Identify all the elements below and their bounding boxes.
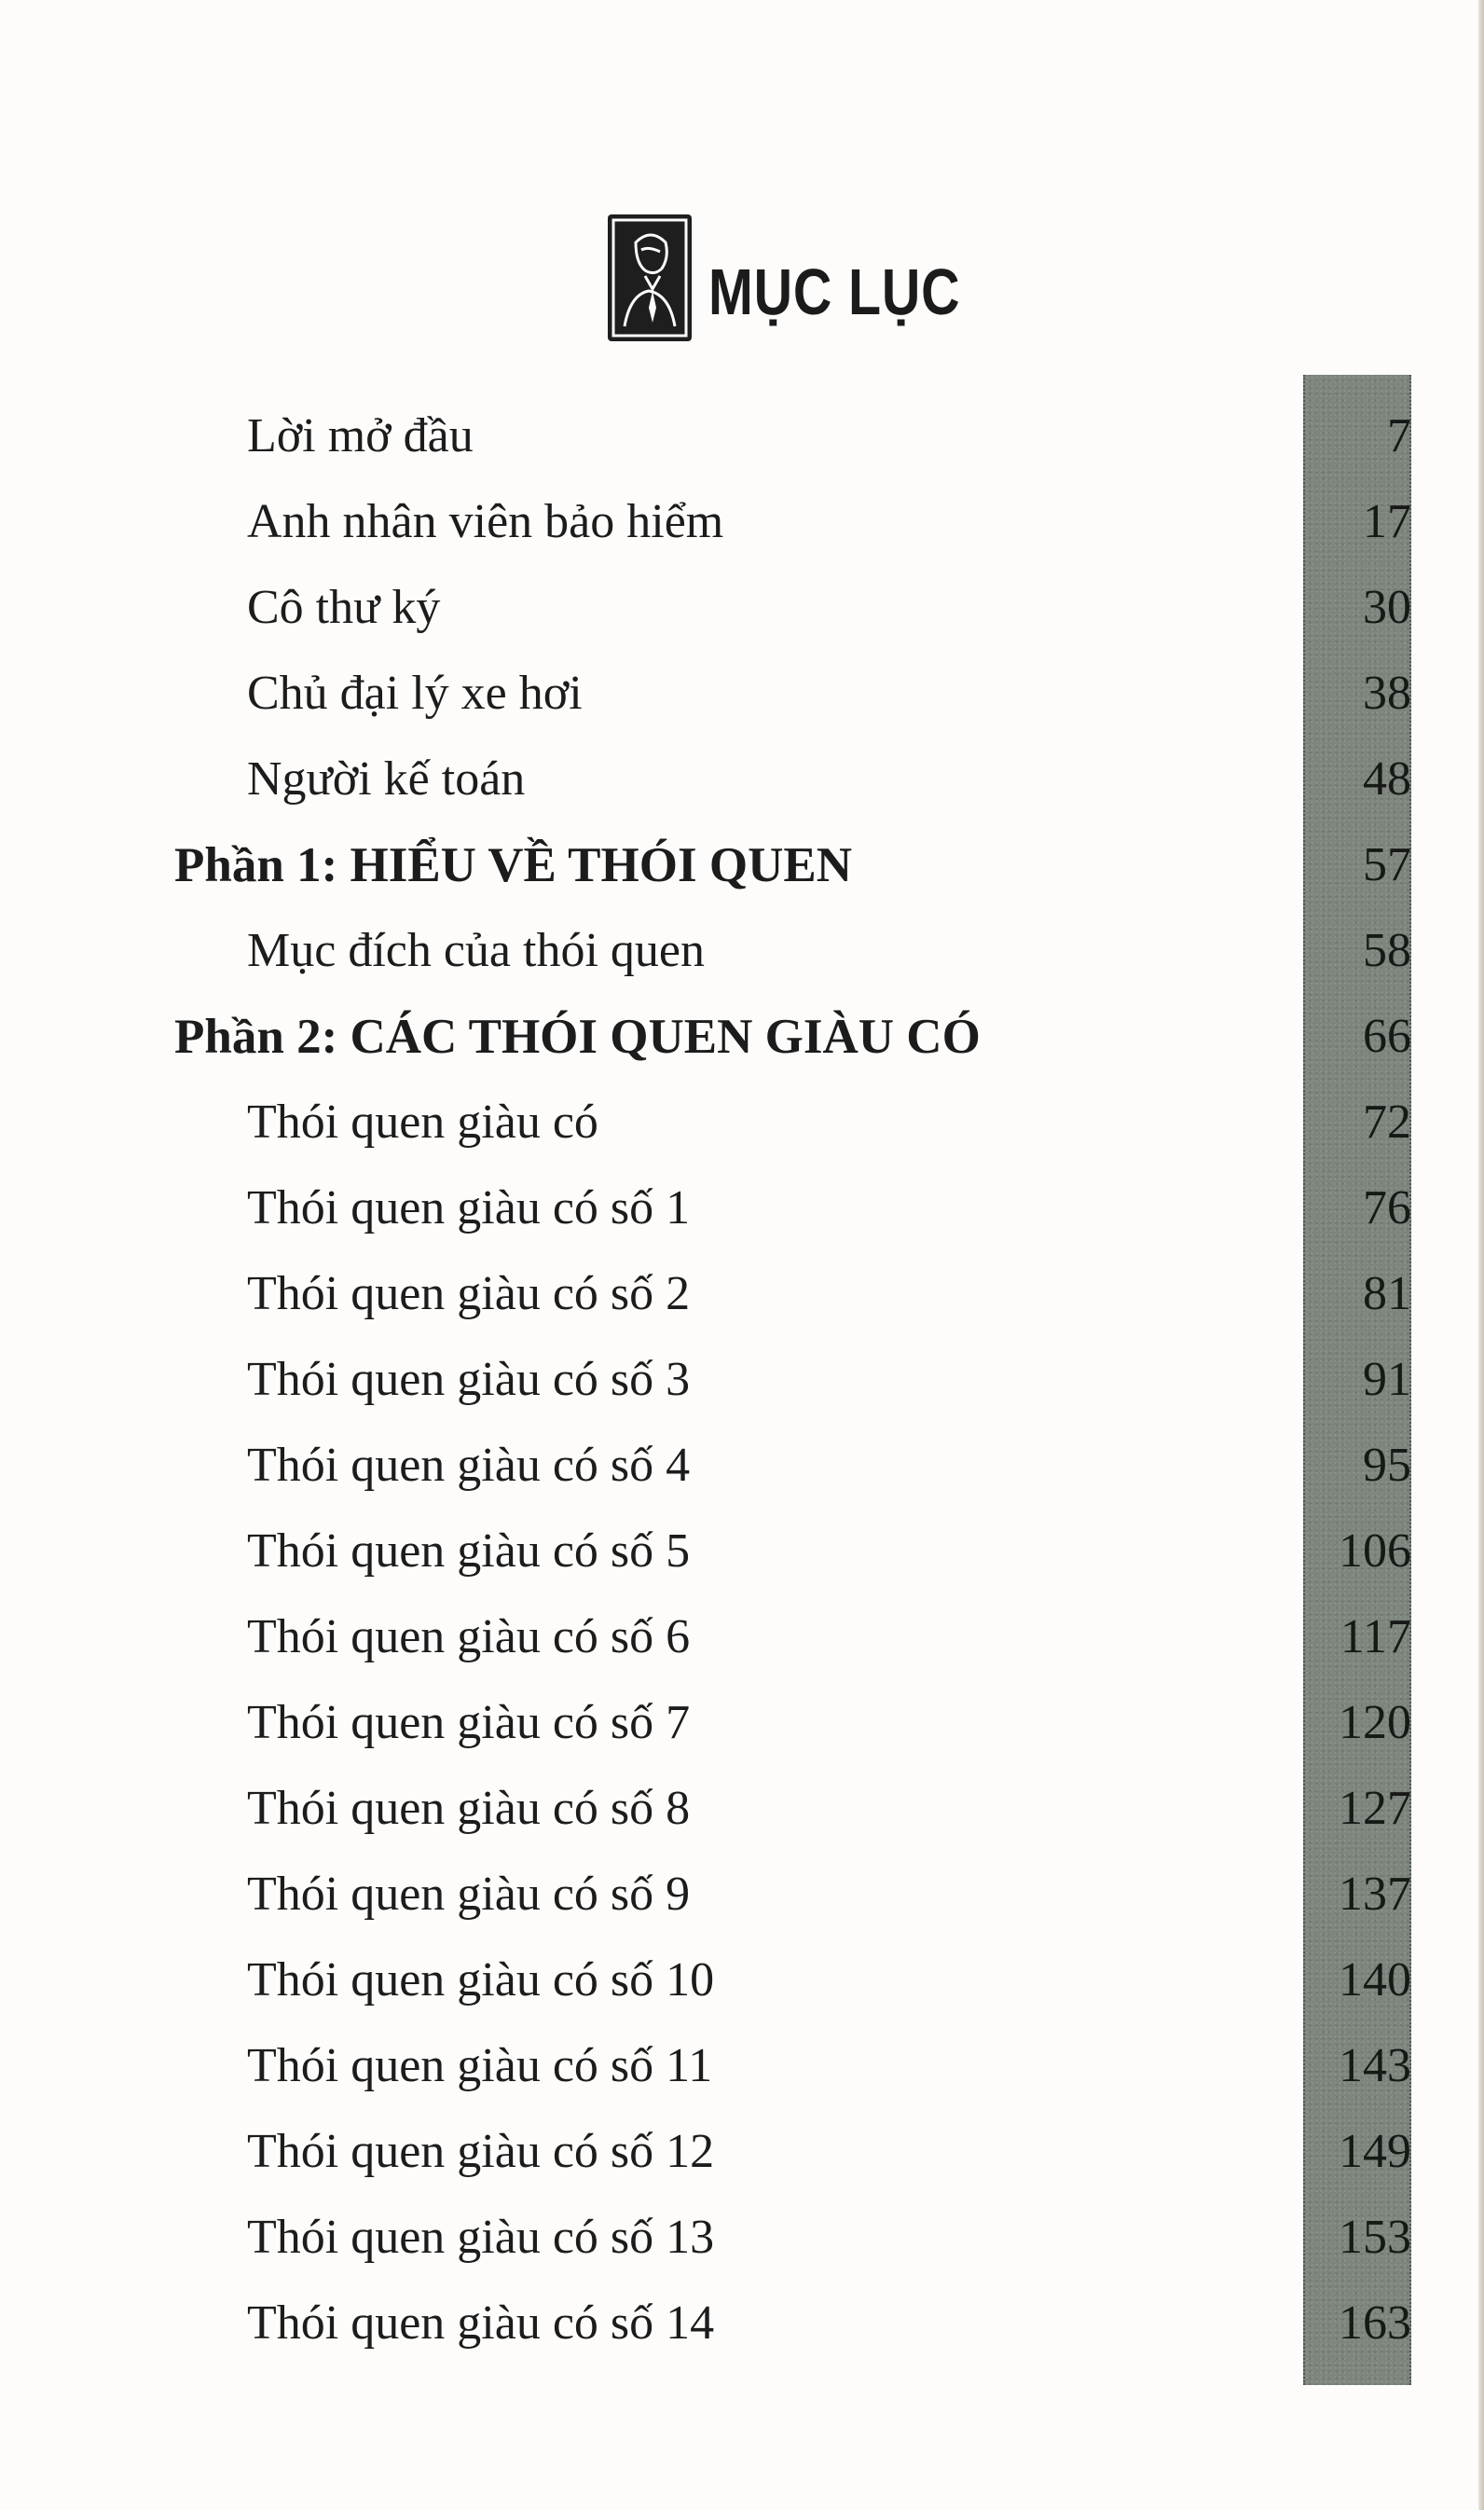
- toc-entry[interactable]: [0, 1852, 1484, 1938]
- toc-entry-label: Thói quen giàu có số 14: [247, 2296, 715, 2350]
- toc-entry[interactable]: [0, 737, 1484, 822]
- toc-entry-page: 120: [1339, 1696, 1411, 1749]
- toc-entry[interactable]: [0, 1594, 1484, 1680]
- toc-entry[interactable]: [0, 1251, 1484, 1337]
- toc-entry[interactable]: [0, 479, 1484, 565]
- toc-entry-label: Thói quen giàu có số 3: [247, 1353, 691, 1406]
- toc-entry-page: 66: [1363, 1010, 1411, 1063]
- toc-entry-label: Thói quen giàu có số 9: [247, 1868, 691, 1921]
- toc-entry[interactable]: [0, 1165, 1484, 1251]
- toc-entry-label: Thói quen giàu có số 1: [247, 1181, 691, 1234]
- toc-entry[interactable]: [0, 2281, 1484, 2366]
- toc-entry[interactable]: [0, 565, 1484, 651]
- toc-entry-page: 30: [1363, 581, 1411, 634]
- toc-entry[interactable]: [0, 1766, 1484, 1852]
- toc-entry-label: Thói quen giàu có số 13: [247, 2211, 715, 2264]
- toc-entry[interactable]: [0, 2109, 1484, 2195]
- toc-entry-page: 143: [1339, 2039, 1411, 2092]
- toc-entry-page: 72: [1363, 1096, 1411, 1149]
- toc-entry-page: 153: [1339, 2211, 1411, 2264]
- toc-entry-page: 117: [1340, 1610, 1411, 1663]
- toc-entry-label: Thói quen giàu có số 11: [247, 2039, 713, 2092]
- toc-entry-label: Thói quen giàu có: [247, 1096, 598, 1149]
- toc-entry[interactable]: [0, 908, 1484, 994]
- toc-entry-label: Thói quen giàu có số 7: [247, 1696, 691, 1749]
- toc-entry-page: 17: [1363, 495, 1411, 548]
- toc-entry-label: Người kế toán: [247, 752, 526, 806]
- toc-entry-label: Thói quen giàu có số 12: [247, 2125, 715, 2178]
- toc-entry-page: 91: [1363, 1353, 1411, 1406]
- toc-entry-label: Thói quen giàu có số 2: [247, 1267, 691, 1320]
- toc-entry-label: Thói quen giàu có số 6: [247, 1610, 691, 1663]
- toc-entry-page: 95: [1363, 1439, 1411, 1492]
- toc-entry-page: 81: [1363, 1267, 1411, 1320]
- toc-entry-label: Anh nhân viên bảo hiểm: [247, 495, 724, 548]
- toc-entry-page: 149: [1339, 2125, 1411, 2178]
- toc-part-heading[interactable]: [0, 822, 1484, 908]
- toc-entry-page: 38: [1363, 667, 1411, 720]
- toc-entry-page: 58: [1363, 924, 1411, 977]
- toc-entry-page: 7: [1387, 409, 1411, 462]
- page-title: MỤC LỤC: [708, 255, 961, 328]
- toc-entry-page: 127: [1339, 1782, 1411, 1835]
- toc-entry-page: 163: [1339, 2296, 1411, 2350]
- toc-header: [608, 213, 1016, 343]
- toc-entry-label: Chủ đại lý xe hơi: [247, 667, 583, 720]
- portrait-logo-icon: [608, 214, 692, 341]
- toc-entry[interactable]: [0, 1509, 1484, 1594]
- toc-entry-page: 57: [1363, 838, 1411, 891]
- toc-part-heading[interactable]: [0, 994, 1484, 1080]
- toc-entry-page: 76: [1363, 1181, 1411, 1234]
- toc-entry[interactable]: [0, 2195, 1484, 2281]
- toc-entry-label: Mục đích của thói quen: [247, 924, 705, 977]
- toc-entry[interactable]: [0, 1938, 1484, 2023]
- toc-entry[interactable]: [0, 1337, 1484, 1423]
- toc-entry-page: 140: [1339, 1953, 1411, 2007]
- toc-entry-label: Cô thư ký: [247, 581, 441, 634]
- toc-entry[interactable]: [0, 651, 1484, 737]
- toc-entry-label: Thói quen giàu có số 4: [247, 1439, 691, 1492]
- toc-entry-page: 106: [1339, 1524, 1411, 1578]
- toc-entry-label: Thói quen giàu có số 8: [247, 1782, 691, 1835]
- toc-entry[interactable]: [0, 1680, 1484, 1766]
- toc-part-label: Phần 2: CÁC THÓI QUEN GIÀU CÓ: [174, 1010, 981, 1064]
- toc-entry-label: Thói quen giàu có số 10: [247, 1953, 715, 2007]
- toc-entry[interactable]: [0, 393, 1484, 479]
- toc-entry[interactable]: [0, 1423, 1484, 1509]
- toc-entry[interactable]: [0, 1080, 1484, 1165]
- toc-entry-label: Lời mở đầu: [247, 409, 474, 462]
- toc-entry-label: Thói quen giàu có số 5: [247, 1524, 691, 1578]
- toc-entry[interactable]: [0, 2023, 1484, 2109]
- toc-part-label: Phần 1: HIỂU VỀ THÓI QUEN: [174, 838, 852, 892]
- toc-entry-page: 48: [1363, 752, 1411, 806]
- toc-entry-page: 137: [1339, 1868, 1411, 1921]
